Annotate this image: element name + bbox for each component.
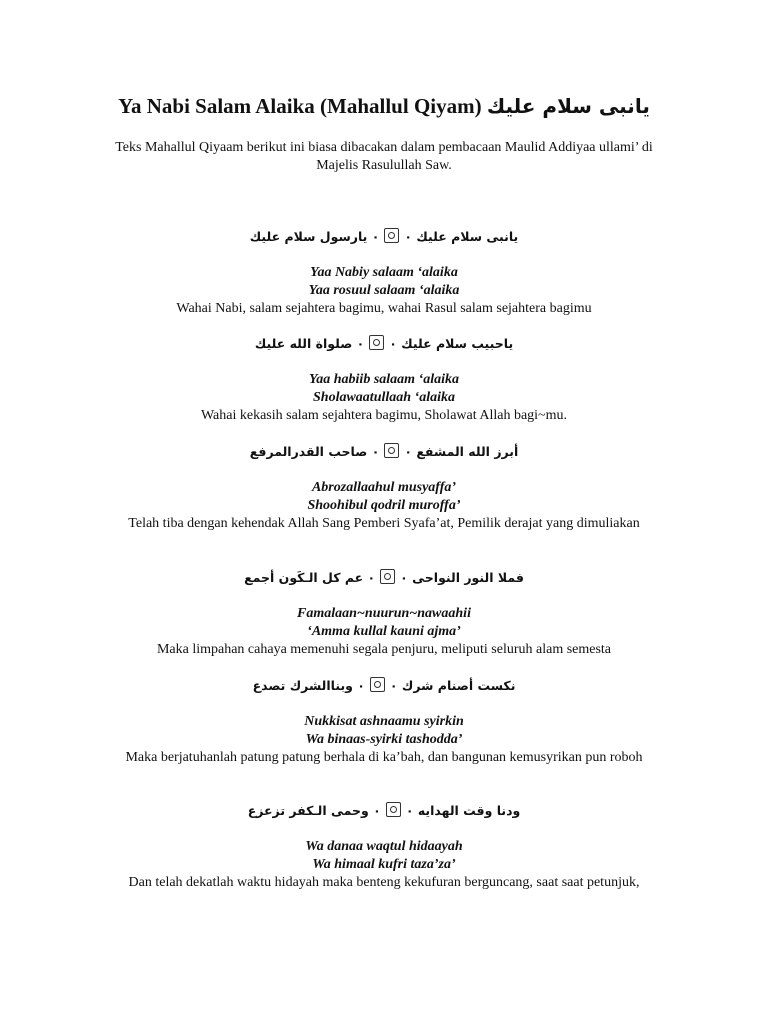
separator-ornament-icon bbox=[384, 228, 399, 243]
separator-ornament-icon bbox=[369, 335, 384, 350]
verse-6-arabic-a: ودنا وقت الهدايه bbox=[417, 803, 521, 818]
verse-5-translit-2: Wa binaas-syirki tashodda’ bbox=[305, 732, 463, 747]
intro-paragraph: Teks Mahallul Qiyaam berikut ini biasa dibacakan dalam pembacaan Maulid Addiyaa ullami’ di Majelis Rasulullah Saw. bbox=[115, 140, 653, 173]
verse-2-translit-2: Sholawaatullaah ‘alaika bbox=[313, 390, 455, 405]
verse-6-arabic: ودنا وقت الهدايه ٠٠ وحمى الـكفر تزعزع bbox=[247, 803, 521, 818]
verse-5-arabic: نكست أصنام شرك ٠٠ وبناالشرك تصدع bbox=[252, 678, 516, 693]
verse-3-translit-2: Shoohibul qodril muroffa’ bbox=[307, 498, 461, 513]
verse-1-translation: Wahai Nabi, salam sejahtera bagimu, wahai Rasul salam sejahtera bagimu bbox=[176, 301, 592, 316]
verse-2-arabic-b: صلواة الله عليك bbox=[254, 336, 353, 351]
verse-3-arabic: أبرز الله المشفع ٠٠ صاحب القدرالمرفع bbox=[249, 444, 519, 459]
verse-5-arabic-a: نكست أصنام شرك bbox=[401, 678, 516, 693]
verse-6-arabic-b: وحمى الـكفر تزعزع bbox=[247, 803, 369, 818]
verse-2-arabic: ياحبيب سلام عليك ٠٠ صلواة الله عليك bbox=[254, 336, 514, 351]
verse-6-translit-2: Wa himaal kufri taza’za’ bbox=[312, 857, 456, 872]
verse-6-translit-1: Wa danaa waqtul hidaayah bbox=[305, 839, 463, 854]
verse-5-translit-1: Nukkisat ashnaamu syirkin bbox=[304, 714, 464, 729]
document-title bbox=[0, 93, 768, 119]
verse-4-translation: Maka limpahan cahaya memenuhi segala penjuru, meliputi seluruh alam semesta bbox=[156, 642, 612, 657]
verse-4-translit-1: Famalaan~nuurun~nawaahii bbox=[297, 606, 471, 621]
verse-3-translation: Telah tiba dengan kehendak Allah Sang Pemberi Syafa’at, Pemilik derajat yang dimuliakan bbox=[128, 516, 640, 531]
verse-4-translit-2: ‘Amma kullal kauni ajma’ bbox=[307, 624, 461, 639]
verse-2-arabic-a: ياحبيب سلام عليك bbox=[401, 336, 514, 351]
separator-ornament-icon bbox=[386, 802, 401, 817]
verse-2-translation: Wahai kekasih salam sejahtera bagimu, Sholawat Allah bagi~mu. bbox=[200, 408, 568, 423]
separator-ornament-icon bbox=[370, 677, 385, 692]
verse-4-arabic: فملا النور النواحى ٠٠ عم كل الـكَون أجمع bbox=[244, 570, 524, 585]
verse-5-arabic-b: وبناالشرك تصدع bbox=[252, 678, 353, 693]
verse-1-arabic-b: يارسول سلام عليك bbox=[249, 229, 368, 244]
verse-4-arabic-b: عم كل الـكَون أجمع bbox=[244, 570, 364, 585]
verse-3-arabic-a: أبرز الله المشفع bbox=[416, 444, 519, 459]
verse-3-arabic-b: صاحب القدرالمرفع bbox=[249, 444, 368, 459]
verse-6-translation: Dan telah dekatlah waktu hidayah maka benteng kekufuran berguncang, saat saat petunjuk, bbox=[128, 875, 640, 890]
verse-1-translit-2: Yaa rosuul salaam ‘alaika bbox=[308, 283, 460, 298]
separator-ornament-icon bbox=[380, 569, 395, 584]
title-arabic: يانبى سلام عليك bbox=[486, 94, 650, 118]
verse-5-translation: Maka berjatuhanlah patung patung berhala di ka’bah, dan bangunan kemusyrikan pun roboh bbox=[125, 750, 643, 765]
verse-1-translit-1: Yaa Nabiy salaam ‘alaika bbox=[310, 265, 458, 280]
separator-ornament-icon bbox=[384, 443, 399, 458]
verse-3-translit-1: Abrozallaahul musyaffa’ bbox=[311, 480, 457, 495]
verse-4-arabic-a: فملا النور النواحى bbox=[412, 570, 524, 585]
title-latin: Ya Nabi Salam Alaika (Mahallul Qiyam) bbox=[118, 94, 482, 118]
verse-1-arabic: يانبى سلام عليك ٠٠ يارسول سلام عليك bbox=[249, 229, 519, 244]
verse-1-arabic-a: يانبى سلام عليك bbox=[416, 229, 519, 244]
verse-2-translit-1: Yaa habiib salaam ‘alaika bbox=[308, 372, 459, 387]
